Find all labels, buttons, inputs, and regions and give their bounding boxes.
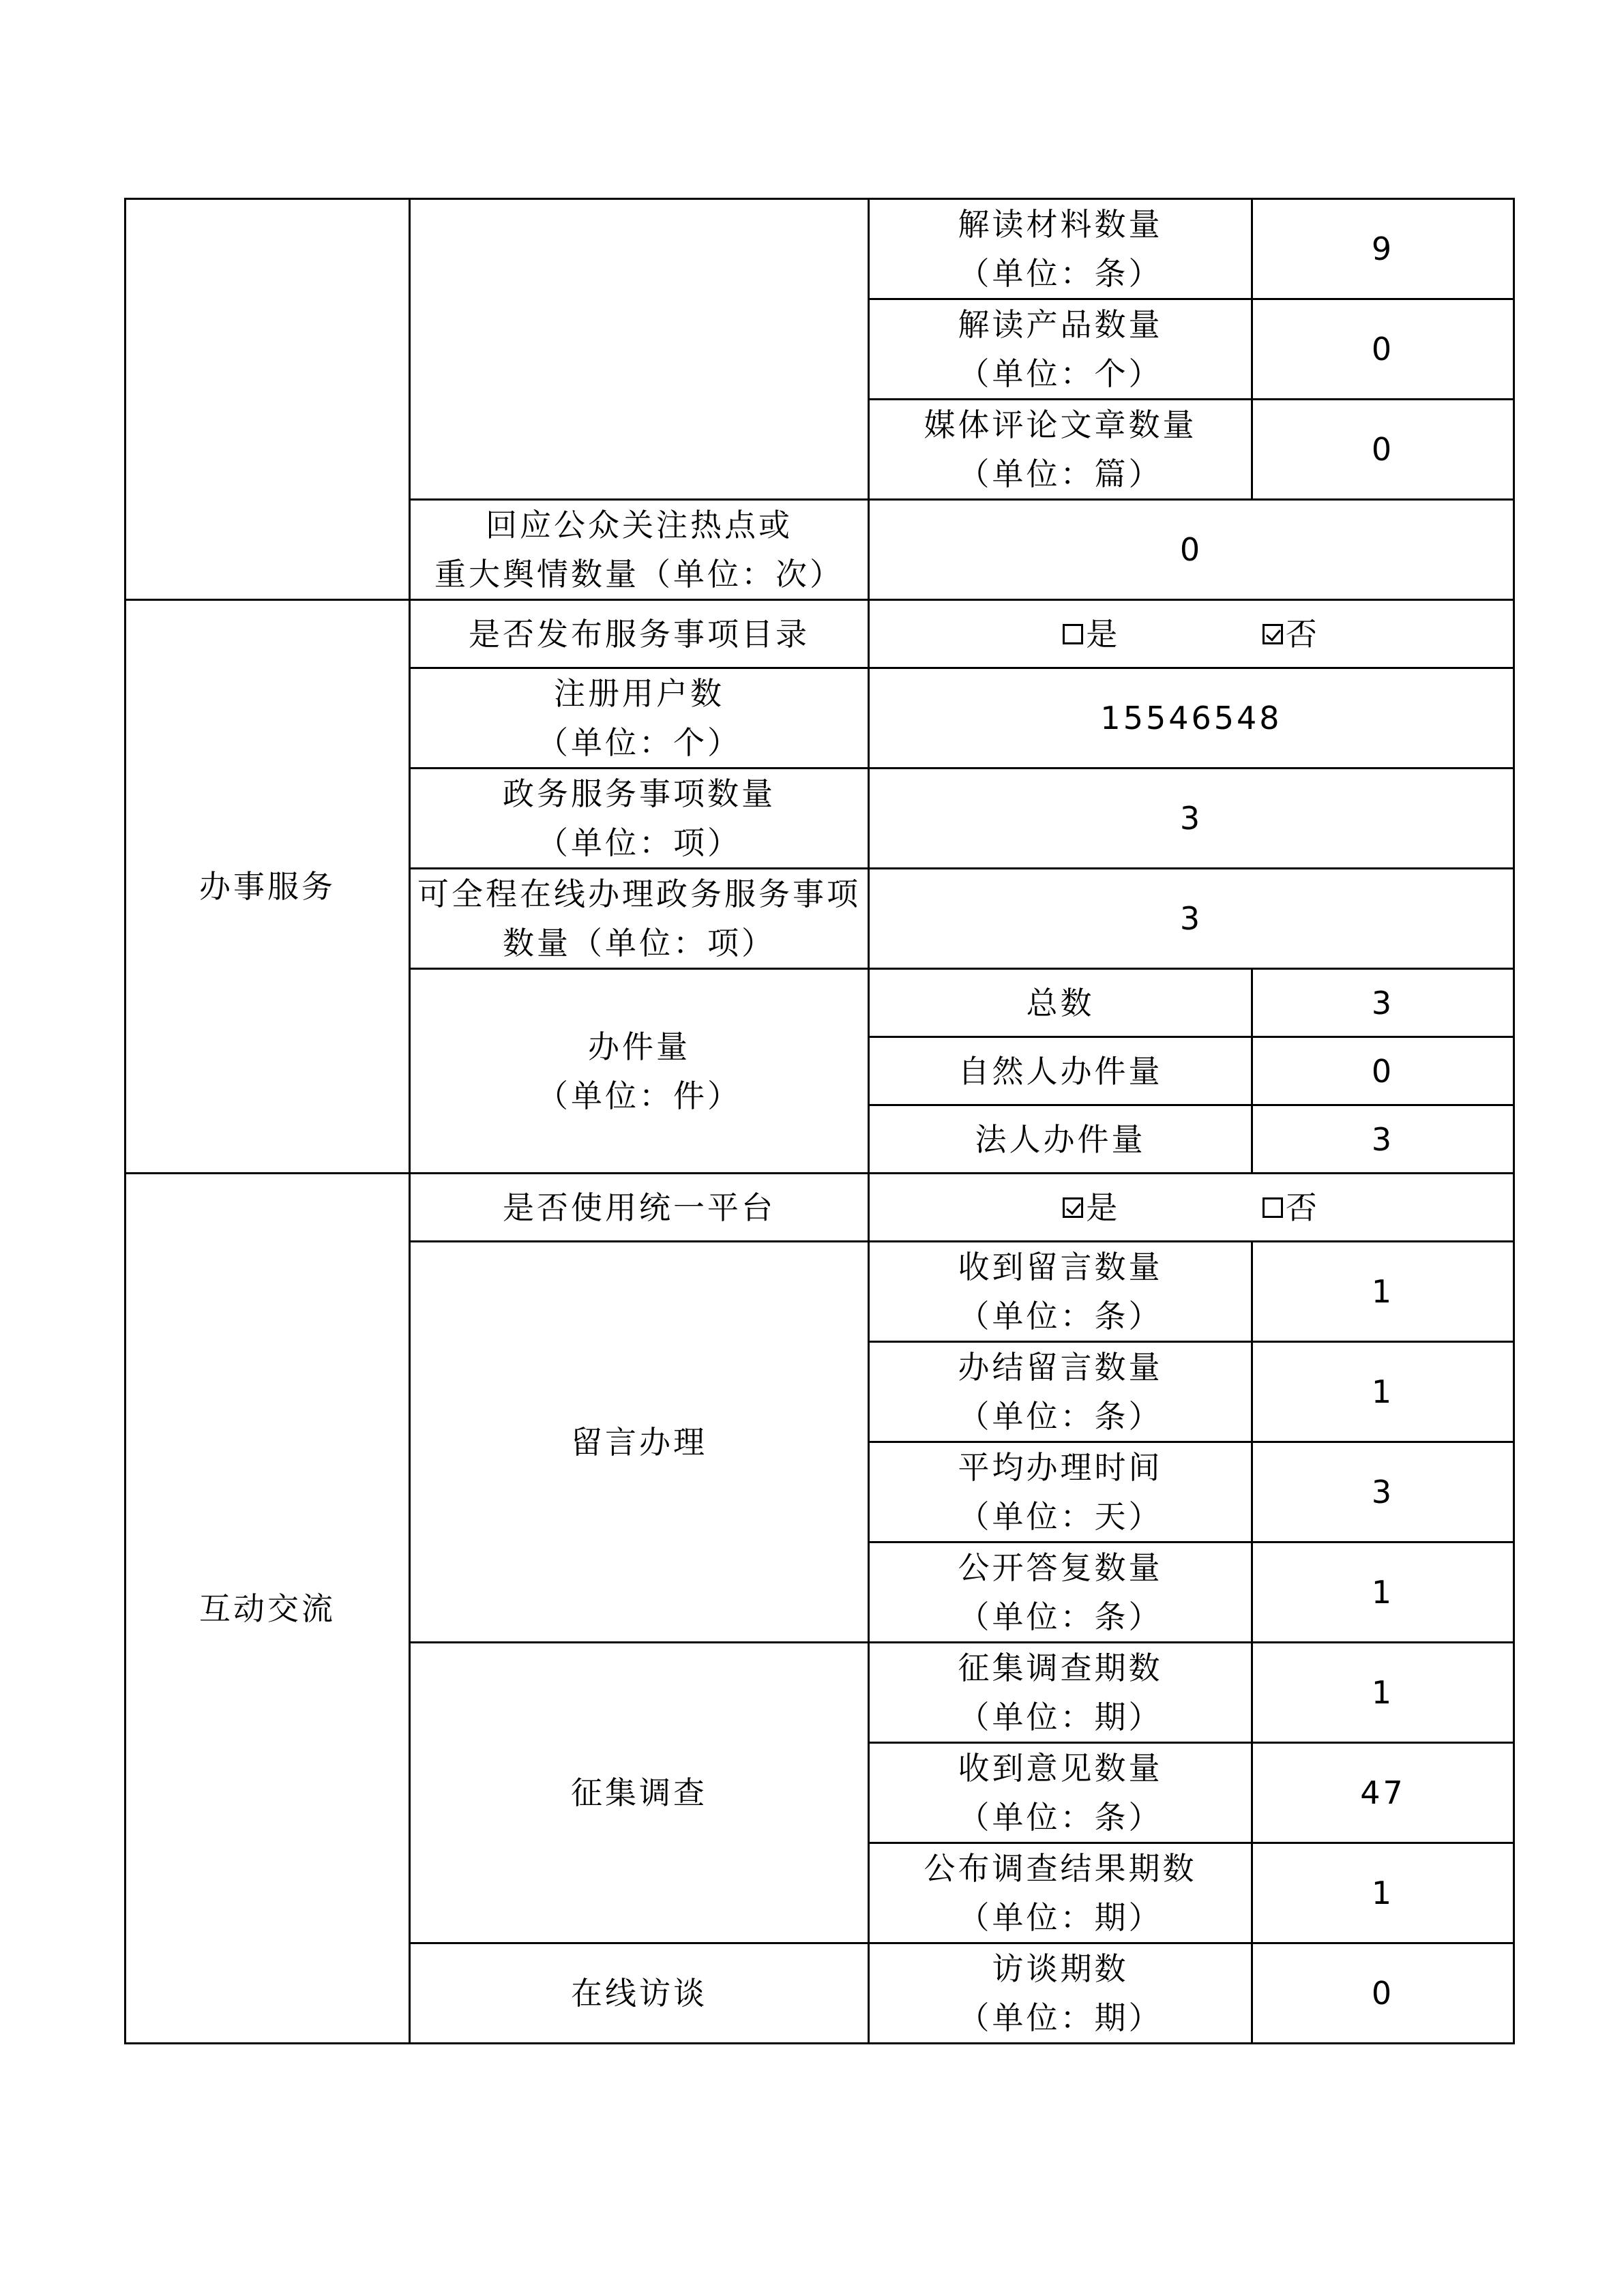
- row-value: 0: [1252, 299, 1514, 400]
- table-row: [126, 600, 1514, 668]
- row-value: 3: [869, 869, 1514, 969]
- checkbox-label: 否: [1285, 1189, 1320, 1226]
- row-label: 收到意见数量 （单位：条）: [869, 1743, 1252, 1843]
- row-value: 0: [1252, 1037, 1514, 1105]
- statistics-table-page: [124, 198, 1513, 2091]
- row-value: 47: [1252, 1743, 1514, 1843]
- row-value: 1: [1252, 1542, 1514, 1643]
- section-label-interaction: 互动交流: [126, 1174, 410, 2044]
- catalog-yes-option[interactable]: [1063, 610, 1120, 659]
- row-value: 15546548: [869, 668, 1514, 769]
- row-label: 平均办理时间 （单位：天）: [869, 1442, 1252, 1542]
- platform-no-option[interactable]: [1263, 1183, 1320, 1232]
- row-label: 注册用户数 （单位：个）: [410, 668, 869, 769]
- row-value: 0: [1252, 1943, 1514, 2044]
- row-value: 3: [869, 769, 1514, 869]
- section-cell-continued: [126, 199, 410, 600]
- checkbox-label: 否: [1285, 616, 1320, 653]
- checkbox-label: 是: [1086, 616, 1121, 653]
- row-value: 1: [1252, 1342, 1514, 1442]
- row-value: 0: [869, 500, 1514, 600]
- row-label: 是否使用统一平台: [410, 1174, 869, 1242]
- row-label: 办结留言数量 （单位：条）: [869, 1342, 1252, 1442]
- checkbox-label: 是: [1086, 1189, 1121, 1226]
- checkbox-icon[interactable]: [1263, 1197, 1283, 1218]
- row-label: 是否发布服务事项目录: [410, 600, 869, 668]
- row-label: 回应公众关注热点或 重大舆情数量（单位：次）: [410, 500, 869, 600]
- section-label-service: 办事服务: [126, 600, 410, 1174]
- handling-label: 办件量 （单位：件）: [410, 969, 869, 1174]
- row-label: 自然人办件量: [869, 1037, 1252, 1105]
- row-value: 9: [1252, 199, 1514, 299]
- catalog-choice: [869, 600, 1514, 668]
- row-label: 征集调查期数 （单位：期）: [869, 1643, 1252, 1743]
- row-value: 1: [1252, 1843, 1514, 1943]
- interview-label: 在线访谈: [410, 1943, 869, 2044]
- platform-yes-option[interactable]: [1063, 1183, 1120, 1232]
- row-label: 政务服务事项数量 （单位：项）: [410, 769, 869, 869]
- row-label: 解读产品数量 （单位：个）: [869, 299, 1252, 400]
- row-label: 媒体评论文章数量 （单位：篇）: [869, 400, 1252, 500]
- row-value: 3: [1252, 969, 1514, 1037]
- table-row: [126, 1174, 1514, 1242]
- row-label: 访谈期数 （单位：期）: [869, 1943, 1252, 2044]
- row-label: 收到留言数量 （单位：条）: [869, 1242, 1252, 1342]
- row-value: 1: [1252, 1643, 1514, 1743]
- checkbox-icon[interactable]: [1263, 624, 1283, 644]
- row-value: 3: [1252, 1105, 1514, 1174]
- row-value: 0: [1252, 400, 1514, 500]
- messages-label: 留言办理: [410, 1242, 869, 1643]
- row-value: 1: [1252, 1242, 1514, 1342]
- row-label: 可全程在线办理政务服务事项 数量（单位：项）: [410, 869, 869, 969]
- checkbox-icon[interactable]: [1063, 624, 1083, 644]
- catalog-no-option[interactable]: [1263, 610, 1320, 659]
- table-row: [126, 199, 1514, 299]
- checkbox-icon[interactable]: [1063, 1197, 1083, 1218]
- platform-choice: [869, 1174, 1514, 1242]
- row-value: 3: [1252, 1442, 1514, 1542]
- statistics-table: [124, 198, 1515, 2044]
- row-label: 公布调查结果期数 （单位：期）: [869, 1843, 1252, 1943]
- row-label: 法人办件量: [869, 1105, 1252, 1174]
- survey-label: 征集调查: [410, 1643, 869, 1943]
- row-label: 解读材料数量 （单位：条）: [869, 199, 1252, 299]
- empty-subsection-cell: [410, 199, 869, 500]
- row-label: 公开答复数量 （单位：条）: [869, 1542, 1252, 1643]
- row-label: 总数: [869, 969, 1252, 1037]
